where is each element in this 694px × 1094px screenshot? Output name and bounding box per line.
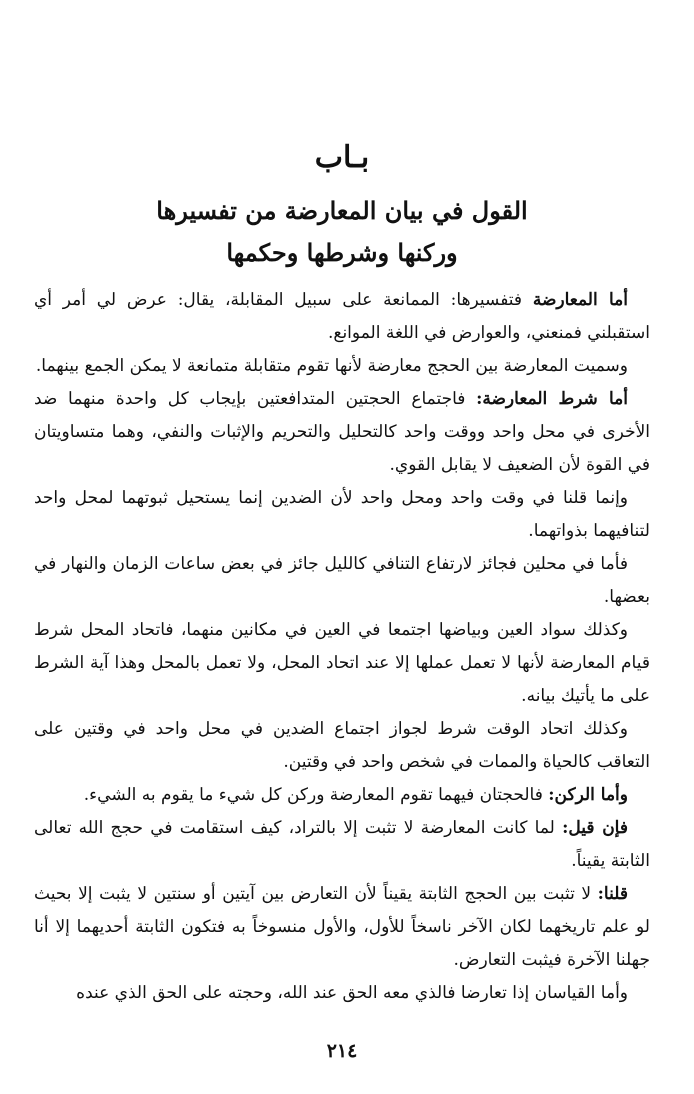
term-label: وأما الركن: xyxy=(548,785,628,805)
section-title-line-1: القول في بيان المعارضة من تفسيرها xyxy=(156,196,528,225)
term-label: قلنا: xyxy=(597,884,628,904)
paragraph-text: فأما في محلين فجائز لارتفاع التنافي كالليل جائز في بعض ساعات الزمان والنهار في بعضها. xyxy=(34,554,650,607)
chapter-heading: بـاب xyxy=(314,140,370,175)
term-label: فإن قيل: xyxy=(562,818,628,838)
page-number: ٢١٤ xyxy=(326,1040,358,1062)
term-label: أما المعارضة xyxy=(532,290,628,310)
paragraph-same-time-place xyxy=(34,482,650,548)
paragraph-text: فاجتماع الحجتين المتدافعتين بإيجاب كل واحدة منهما ضد الأخرى في محل واحد ووقت واحد كالتحليل والتحريم والإثبات والنفي، وهما متساويتان في القوة لأن الضعيف لا يقابل القوي. xyxy=(34,389,650,475)
paragraph-two-places xyxy=(34,548,650,614)
paragraph-text: فالحجتان فيهما تقوم المعارضة وركن كل شيء ما يقوم به الشيء. xyxy=(83,785,549,805)
paragraph-text: وإنما قلنا في وقت واحد ومحل واحد لأن الضدين إنما يستحيل ثبوتهما لمحل واحد لتنافيهما بذواتهما. xyxy=(34,488,650,541)
paragraph-naming xyxy=(34,350,650,383)
paragraph-text: لما كانت المعارضة لا تثبت إلا بالتراد، كيف استقامت في حجج الله تعالى الثابتة يقيناً. xyxy=(34,818,650,871)
paragraph-text: وأما القياسان إذا تعارضا فالذي معه الحق عند الله، وحجته على الحق الذي عنده xyxy=(76,983,628,1003)
book-page xyxy=(34,0,650,1094)
term-label: أما شرط المعارضة: xyxy=(476,389,628,409)
paragraph-text: وكذلك سواد العين وبياضها اجتمعا في العين في مكانين منهما، فاتحاد المحل شرط قيام المعارضة لأنها لا تعمل عملها إلا عند اتحاد المحل، ولا تعمل بالمحل وهذا آية الشرط على ما يأتيك بيانه. xyxy=(34,620,650,706)
paragraph-definition xyxy=(34,284,650,350)
paragraph-pillar xyxy=(34,779,650,812)
paragraph-text: فتفسيرها: الممانعة على سبيل المقابلة، يقال: عرض لي أمر أي استقبلني فمنعني، والعوارض في اللغة الموانع. xyxy=(34,290,650,343)
paragraph-analogies xyxy=(34,977,650,1010)
section-title-line-2: وركنها وشرطها وحكمها xyxy=(226,238,458,267)
paragraph-text: وسميت المعارضة بين الحجج معارضة لأنها تقوم متقابلة متمانعة لا يمكن الجمع بينهما. xyxy=(35,356,628,376)
paragraph-eye-example xyxy=(34,614,650,713)
paragraph-reply xyxy=(34,878,650,977)
paragraph-text: وكذلك اتحاد الوقت شرط لجواز اجتماع الضدين في محل واحد في وقتين على التعاقب كالحياة والممات في شخص واحد في وقتين. xyxy=(34,719,650,772)
paragraph-condition xyxy=(34,383,650,482)
paragraph-objection xyxy=(34,812,650,878)
body-text xyxy=(34,284,650,1010)
paragraph-text: لا تثبت بين الحجج الثابتة يقيناً لأن التعارض بين آيتين أو سنتين لا يثبت إلا بحيث لو علم تاريخهما لكان الآخر ناسخاً للأول، والأول منسوخاً به فتكون الثابتة أحديهما إلا أنا جهلنا الآخرة فيثبت التعارض. xyxy=(34,884,650,970)
paragraph-time-union xyxy=(34,713,650,779)
